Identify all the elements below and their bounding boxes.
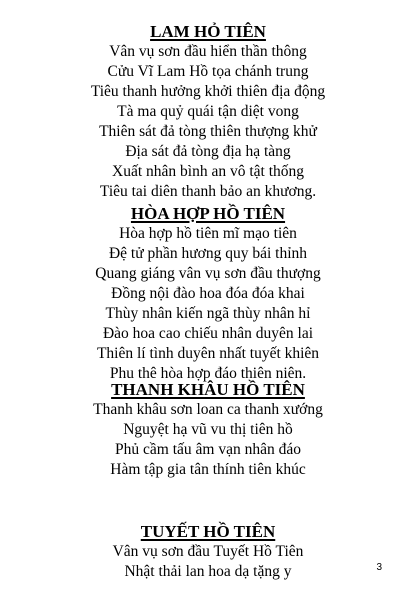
poem-line: Đồng nội đào hoa đóa đóa khai: [111, 285, 305, 302]
poem-line: Đệ tử phần hương quy bái thỉnh: [108, 245, 308, 262]
poem-line: Thanh khâu sơn loan ca thanh xướng: [93, 401, 323, 418]
poem-title: THANH KHÂU HỒ TIÊN: [111, 380, 305, 399]
poem-line: Địa sát đả tòng địa hạ tàng: [125, 143, 291, 160]
poem-thanh-khau-ho-tien: [0, 380, 416, 480]
poem-line: Xuất nhân bình an vô tật thống: [112, 163, 304, 180]
poem-line: Cửu Vĩ Lam Hồ tọa chánh trung: [107, 63, 309, 80]
poem-line: Tiêu tai diên thanh bảo an khương.: [99, 183, 317, 200]
poem-line: Tà ma quỷ quái tận diệt vong: [117, 103, 299, 120]
page-number: 3: [376, 562, 382, 573]
poem-line: Nhật thải lan hoa dạ tặng y: [124, 563, 292, 580]
poem-title: LAM HỎ TIÊN: [150, 22, 266, 41]
poem-line: Phủ cầm tấu âm vạn nhân đáo: [115, 441, 301, 458]
poem-line: Vân vụ sơn đầu Tuyết Hồ Tiên: [112, 543, 304, 560]
poem-line: Hàm tập gia tân thính tiên khúc: [110, 461, 306, 478]
poem-hoa-hop-ho-tien: [0, 204, 416, 384]
poem-line: Đào hoa cao chiếu nhân duyên lai: [102, 325, 314, 342]
poem-line: Hòa hợp hồ tiên mĩ mạo tiên: [119, 225, 297, 242]
poem-line: Thùy nhân kiến ngã thùy nhân hỉ: [105, 305, 311, 322]
poem-line: Phu thê hòa hợp đáo thiên niên.: [109, 365, 307, 382]
poem-line: Nguyệt hạ vũ vu thị tiên hồ: [123, 421, 293, 438]
poem-tuyet-ho-tien: [0, 522, 416, 582]
poem-line: Thiên sát đả tòng thiên thượng khử: [99, 123, 317, 140]
poem-line: Tiêu thanh hưởng khởi thiên địa động: [90, 83, 326, 100]
poem-title: HÒA HỢP HỒ TIÊN: [130, 204, 286, 223]
poem-line: Thiên lí tình duyên nhất tuyết khiên: [96, 345, 320, 362]
poem-line: Quang giáng vân vụ sơn đầu thượng: [95, 265, 321, 282]
poem-title: TUYẾT HỒ TIÊN: [140, 522, 276, 541]
poem-line: Vân vụ sơn đầu hiển thần thông: [109, 43, 307, 60]
poem-lam-ho-tien: [0, 22, 416, 202]
